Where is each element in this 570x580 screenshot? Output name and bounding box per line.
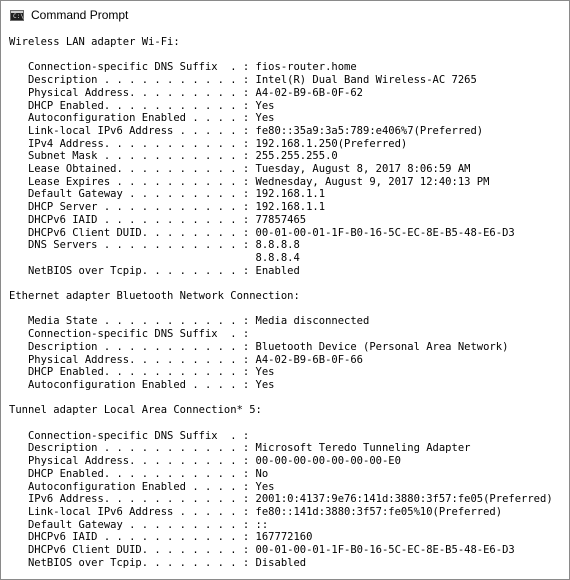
console-line: Description . . . . . . . . . . . : Intel(R) Dual Band Wireless-AC 7265 xyxy=(9,74,477,87)
console-line: Connection-specific DNS Suffix . : fios-router.home xyxy=(9,61,357,74)
console-output[interactable] xyxy=(1,31,569,579)
console-line: Autoconfiguration Enabled . . . . : Yes xyxy=(9,378,275,391)
console-line: DHCP Enabled. . . . . . . . . . . : Yes xyxy=(9,99,275,112)
console-line: DHCPv6 Client DUID. . . . . . . . : 00-01-00-01-1F-B0-16-5C-EC-8E-B5-48-E6-D3 xyxy=(9,544,515,556)
console-line: DNS Servers . . . . . . . . . . . : 8.8.8.8 xyxy=(9,239,300,252)
console-line: IPv6 Address. . . . . . . . . . . : 2001:0:4137:9e76:141d:3880:3f57:fe05(Preferred) xyxy=(9,493,553,506)
console-line: NetBIOS over Tcpip. . . . . . . . : Disabled xyxy=(9,556,307,569)
title-bar[interactable] xyxy=(1,1,569,31)
console-icon: C:\ xyxy=(10,10,24,21)
console-line: DHCPv6 IAID . . . . . . . . . . . : 77857465 xyxy=(9,213,307,226)
console-line: Link-local IPv6 Address . . . . . : fe80::35a9:3a5:789:e406%7(Preferred) xyxy=(9,124,484,137)
console-line: Media State . . . . . . . . . . . : Media disconnected xyxy=(9,315,370,328)
console-line: 8.8.8.4 xyxy=(9,251,300,264)
console-line: DHCP Server . . . . . . . . . . . : 192.168.1.1 xyxy=(9,201,326,214)
console-line: Ethernet adapter Bluetooth Network Connection: xyxy=(9,290,300,302)
console-line: Connection-specific DNS Suffix . : xyxy=(9,429,250,442)
console-line: DHCP Enabled. . . . . . . . . . . : No xyxy=(9,467,269,480)
console-line: Wireless LAN adapter Wi-Fi: xyxy=(9,36,180,48)
console-line: Autoconfiguration Enabled . . . . : Yes xyxy=(9,112,275,125)
console-line: Link-local IPv6 Address . . . . . : fe80::141d:3880:3f57:fe05%10(Preferred) xyxy=(9,505,503,518)
console-line: Physical Address. . . . . . . . . : A4-02-B9-6B-0F-66 xyxy=(9,353,364,366)
console-line: Connection-specific DNS Suffix . : xyxy=(9,328,250,341)
console-line: DHCPv6 Client DUID. . . . . . . . : 00-01-00-01-1F-B0-16-5C-EC-8E-B5-48-E6-D3 xyxy=(9,226,515,239)
window-title: Command Prompt xyxy=(31,8,129,22)
console-line: Description . . . . . . . . . . . : Bluetooth Device (Personal Area Network) xyxy=(9,340,509,353)
console-line: Physical Address. . . . . . . . . : 00-00-00-00-00-00-00-E0 xyxy=(9,455,401,468)
console-line: DHCPv6 IAID . . . . . . . . . . . : 167772160 xyxy=(9,531,313,544)
console-line: Subnet Mask . . . . . . . . . . . : 255.255.255.0 xyxy=(9,150,338,163)
console-line: Default Gateway . . . . . . . . . : :: xyxy=(9,518,269,531)
console-line: Default Gateway . . . . . . . . . : 192.168.1.1 xyxy=(9,188,326,201)
console-line: Physical Address. . . . . . . . . : A4-02-B9-6B-0F-62 xyxy=(9,86,364,99)
console-line: DHCP Enabled. . . . . . . . . . . : Yes xyxy=(9,366,275,379)
console-line: Lease Expires . . . . . . . . . . : Wednesday, August 9, 2017 12:40:13 PM xyxy=(9,175,490,188)
console-line: Lease Obtained. . . . . . . . . . : Tuesday, August 8, 2017 8:06:59 AM xyxy=(9,163,471,175)
console-line: Description . . . . . . . . . . . : Microsoft Teredo Tunneling Adapter xyxy=(9,442,471,455)
console-line: Tunnel adapter Local Area Connection* 5: xyxy=(9,404,262,417)
console-line: NetBIOS over Tcpip. . . . . . . . : Enabled xyxy=(9,264,300,277)
console-line: IPv4 Address. . . . . . . . . . . : 192.168.1.250(Preferred) xyxy=(9,137,408,150)
console-line: Autoconfiguration Enabled . . . . : Yes xyxy=(9,480,275,493)
